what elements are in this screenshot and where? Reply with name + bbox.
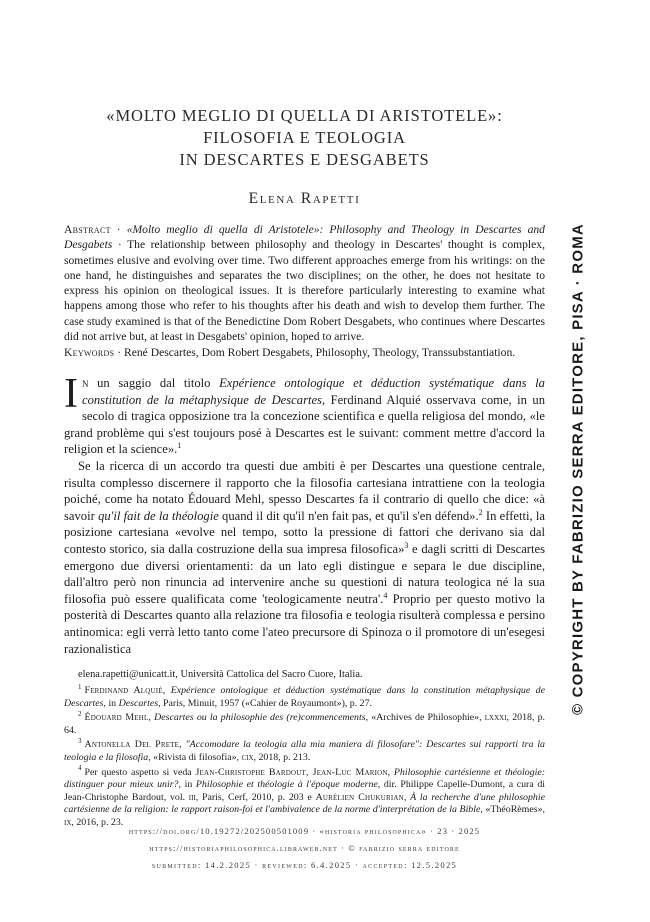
footnote-1-text-3: , Paris, Minuit, 1957 («Cahier de Royaumont»), p. 27.: [158, 697, 373, 709]
p2-italic: qu'il fait de la théologie: [98, 508, 219, 523]
author-affiliation: elena.rapetti@unicatt.it, Università Cattolica del Sacro Cuore, Italia.: [78, 669, 363, 680]
p2-text-4: e dagli scritti di Descartes emergono due diversi orientamenti: da un lato egli distingue e separa le due discipline, dall'altro però non rinuncia ad intervenire anche su questioni di natura teologica né la sua filosofia può essere qualificata come 'teologicamente neutra'.: [64, 541, 545, 606]
footnote-4-author-1: Jean-Christophe Bardout, Jean-Luc Marion: [195, 766, 388, 778]
footnote-3-text-3: , 2018, p. 213.: [253, 751, 311, 763]
body-text: [64, 371, 545, 657]
journal-url-line[interactable]: https://historiaphilosophica.libraweb.net · © fabrizio serra editore: [149, 843, 460, 853]
p1-text-2: , Ferdinand Alquié osservava come, in un secolo di tragica opposizione tra la concezione scientifica e quella religiosa del mondo, «le grand problème qui s'est toujours posé à Descartes est le suivant: comment mettre d'accord la religion et la science».: [64, 392, 545, 457]
copyright-text: © COPYRIGHT BY FABRIZIO SERRA EDITORE, PISA · ROMA: [569, 223, 587, 715]
p1-text-1: un saggio dal titolo: [88, 376, 220, 390]
p2-text-3: In effetti, la posizione cartesiana «evolve nel tempo, sotto la pressione di fattori che derivano sia dal contesto storico, sia dalla costruzione della sua impresa filosofica»: [64, 508, 545, 556]
footnote-3: [64, 739, 545, 764]
footnote-2-volume: lxxxi: [484, 712, 507, 724]
footnote-3-italic: "Accomodare la teologia alla mia maniera di filosofare": Descartes sui rapporti tra la teologia e la filosofia: [64, 739, 545, 763]
paragraph-2: [64, 458, 545, 657]
footnote-3-text-1: ,: [179, 739, 186, 751]
keywords-sep: ·: [114, 346, 124, 359]
footnote-4-number: 4: [78, 764, 82, 773]
footnote-4-text-4: , dir. Philippe Capelle-Dumont, a cura di Jean-Christophe Bardout, vol.: [64, 779, 546, 803]
footnotes: [64, 682, 546, 832]
footnote-4-text-1: Per questo aspetto si veda: [84, 766, 196, 778]
article-title: [64, 105, 545, 171]
footnote-ref-2[interactable]: 2: [478, 507, 483, 517]
footnote-4-author-2: Aurélien Chukurian: [315, 791, 404, 803]
footnote-ref-3[interactable]: 3: [404, 540, 409, 550]
footnote-2-text-3: , 2018, p. 64.: [64, 712, 546, 736]
footnote-3-number: 3: [78, 737, 82, 746]
footnote-1-number: 1: [78, 682, 82, 691]
footnote-1-text-2: , in: [103, 697, 119, 709]
copyright-notice: [565, 223, 591, 715]
footnote-4-text-2: ,: [387, 766, 394, 778]
footnote-4-italic-2: Philosophie et théologie à l'époque moderne: [195, 779, 378, 791]
footnote-4-text-6: ,: [403, 791, 411, 803]
keywords-text: René Descartes, Dom Robert Desgabets, Philosophy, Theology, Transsubstantiation.: [124, 346, 516, 359]
footnote-4-volume-2: ix: [64, 816, 72, 828]
footnote-2-author: Édouard Mehl: [84, 712, 149, 724]
title-line-3: IN DESCARTES E DESGABETS: [179, 150, 430, 169]
footnote-4-text-8: , 2016, p. 23.: [71, 816, 124, 828]
footnote-1-italic-2: Descartes: [118, 697, 159, 709]
drop-cap: I: [64, 371, 78, 417]
doi-line[interactable]: https://doi.org/10.19272/202500501009 · «historia philosophica» · 23 · 2025: [128, 826, 481, 836]
paragraph-1: [64, 371, 545, 458]
footnote-4-italic-3: À la recherche d'une philosophie cartésienne de la religion: le rapport raison-foi et l'ambivalence de la norme d'interprétation de la Bible: [64, 791, 545, 816]
submission-dates-line: submitted: 14.2.2025 · reviewed: 6.4.2025 · accepted: 12.5.2025: [151, 860, 458, 870]
footnote-3-author: Antonella Del Prete: [84, 739, 180, 751]
footnote-3-volume: cix: [241, 751, 254, 763]
title-line-1: «MOLTO MEGLIO DI QUELLA DI ARISTOTELE»:: [106, 106, 503, 125]
footnote-4-text-3: , in: [178, 779, 196, 791]
footnote-4-volume: iii: [188, 791, 196, 803]
abstract-text: The relationship between philosophy and theology in Descartes' thought is complex, sometimes elusive and evolving over time. Two different approaches emerge from his writings: on the one hand, he distinguishes and separates the two disciplines; on the other, he does not hesitate to express his opinion on theological issues. It is therefore particularly interesting to examine what happens among those who refer to his thoughts after his death and wish to develop them further. The case study examined is that of the Benedictine Dom Robert Desgabets, who continues where Descartes did not arrive but, at least in Desgabets' opinion, hoped to arrive.: [64, 238, 545, 344]
footnote-4-text-5: , Paris, Cerf, 2010, p. 203 e: [195, 791, 316, 803]
footnote-1-italic-1: Expérience ontologique et déduction systématique dans la constitution métaphysique de Descartes: [64, 685, 546, 709]
lead-small-caps: n: [82, 376, 89, 390]
p1-italic-title: Expérience ontologique et déduction systématique dans la constitution de la métaphysique de Descartes: [82, 376, 545, 407]
footnote-ref-1[interactable]: 1: [177, 441, 182, 451]
keywords-label: Keywords: [64, 346, 115, 359]
footnote-1: [64, 682, 546, 710]
article-author: Elena Rapetti: [248, 190, 361, 207]
footnote-ref-4[interactable]: 4: [383, 590, 388, 600]
footnote-2-text-2: , «Archives de Philosophie»,: [365, 712, 485, 724]
title-line-2: FILOSOFIA E TEOLOGIA: [203, 128, 406, 147]
footnote-4: [64, 764, 546, 830]
p2-text-2: quand il dit qu'il n'en fait pas, et qu'il s'en défend».: [218, 508, 479, 523]
article-page: [64, 0, 545, 922]
keywords: [64, 345, 545, 360]
footnote-2-number: 2: [78, 709, 82, 718]
abstract-label: Abstract: [64, 223, 111, 236]
footnote-4-italic-1: Philosophie cartésienne et théologie: distinguer pour mieux unir?: [64, 766, 546, 791]
footnote-1-author: Ferdinand Alquié: [84, 685, 163, 696]
abstract-sep: ·: [110, 223, 127, 236]
p2-text-5: Proprio per questo motivo la posterità di Descartes quanto alla relazione tra filosofia e teologia risulterà complessa e persino antinomica: egli verrà letto tanto come l'ateo precursore di Spinoza o il promotore di un'esegesi razionalistica: [64, 591, 545, 656]
abstract-sep-2: ·: [112, 238, 128, 252]
footnote-2-text-1: ,: [148, 712, 155, 724]
p2-text-1: Se la ricerca di un accordo tra questi due ambiti è per Descartes una questione centrale, risulta complesso discernere il rapporto che la filosofia cartesiana intrattiene con la teologia poiché, come ha notato Édouard Mehl, spesso Descartes fa il contrario di quello che dice: «à savoir: [64, 458, 545, 523]
footnote-2: [64, 709, 546, 737]
footnote-4-text-7: , «ThéoRèmes»,: [480, 804, 545, 816]
footnote-2-italic: Descartes ou la philosophie des (re)commencements: [154, 712, 366, 724]
abstract-english-title: «Molto meglio di quella di Aristotele»: Philosophy and Theology in Descartes and Desgabets: [64, 223, 545, 252]
footnote-1-text-1: ,: [162, 685, 171, 696]
abstract: [64, 222, 545, 344]
footnote-3-text-2: , «Rivista di filosofia»,: [148, 751, 242, 763]
